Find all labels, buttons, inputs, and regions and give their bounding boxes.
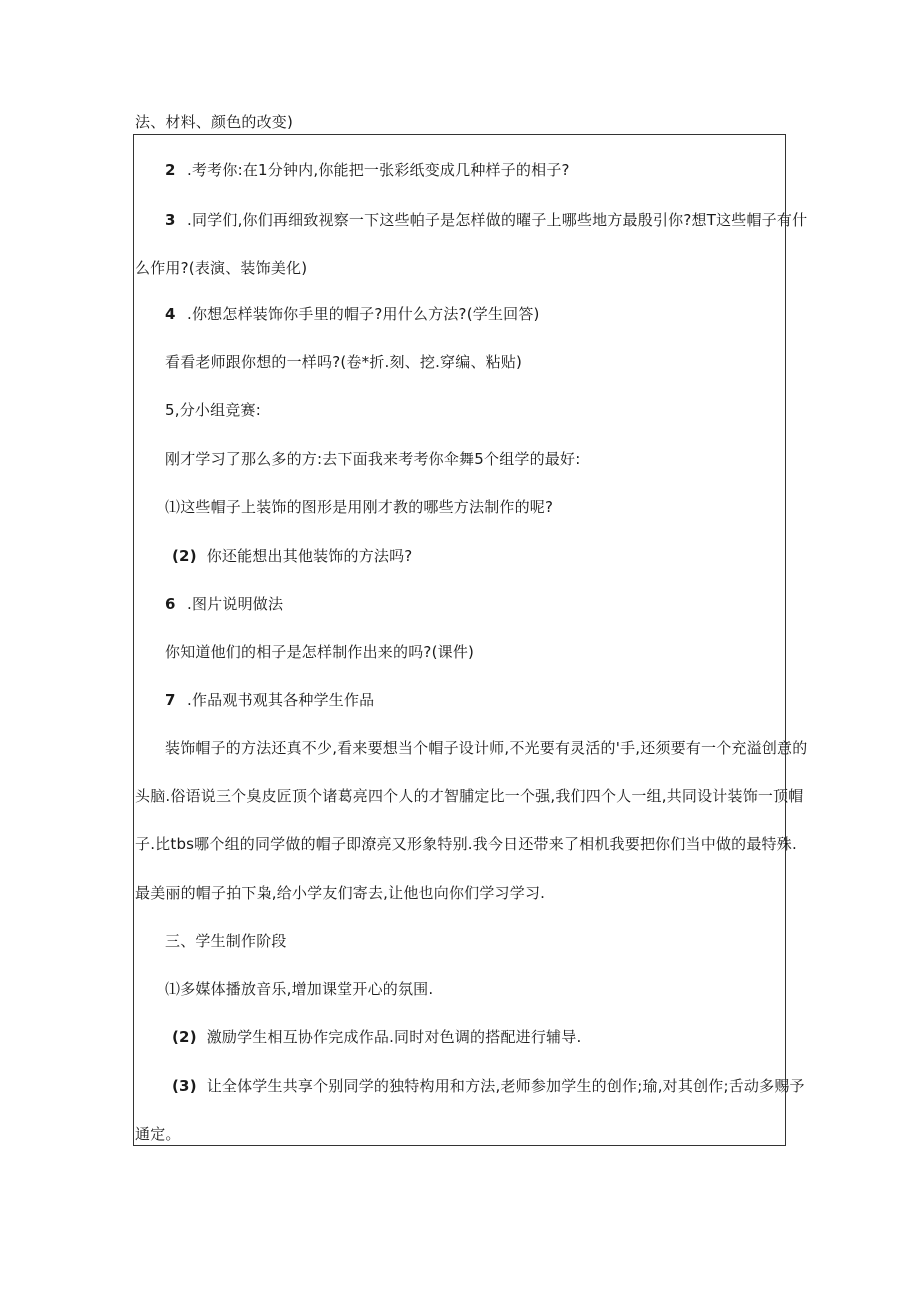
paragraph-line: 看看老师跟你想的一样吗?(卷*折.刻、挖.穿编、粘贴) (165, 353, 523, 371)
paragraph-line: 子.比tbs哪个组的同学做的帽子即潦亮又形象特别.我今日还带来了相机我要把你们当中做的最特殊. (135, 835, 797, 853)
sub-item-number: (3) (172, 1077, 197, 1095)
section-heading: 三、学生制作阶段 (165, 932, 287, 950)
item-3 (165, 210, 807, 230)
sub-item-2 (172, 1027, 581, 1047)
sub-item-number: (2) (172, 1028, 197, 1046)
sub-item-number: (2) (172, 547, 197, 565)
paragraph-line: 头脑.俗语说三个臭皮匠顶个诸葛亮四个人的才智脯定比一个强,我们四个人一组,共同设计装饰一顶帽 (135, 787, 804, 805)
sub-item-text: 让全体学生共享个别同学的独特构用和方法,老师参加学生的创作;瑜,对其创作;舌动多赐予 (206, 1077, 805, 1095)
item-6 (165, 594, 283, 614)
sub-item-3 (172, 1076, 805, 1096)
paragraph-line: 装饰帽子的方法还真不少,看来要想当个帽子设计师,不光要有灵活的'手,还须要有一个充溢创意的 (165, 739, 808, 757)
paragraph-line: 最美丽的帽子拍下枭,给小学友们寄去,让他也向你们学习学习. (135, 884, 546, 902)
item-5: 5,分小组竞赛: (165, 401, 261, 419)
sub-item-text: 你还能想出其他装饰的方法吗? (206, 547, 413, 565)
item-number: 3 (165, 211, 176, 229)
item-text: .同学们,你们再细致视察一下这些帕子是怎样做的曜子上哪些地方最殷引你?想T这些帽子有什 (187, 211, 808, 229)
paragraph-line: 通定。 (135, 1125, 181, 1143)
item-number: 6 (165, 595, 176, 613)
sub-item-1: ⑴这些帽子上装饰的图形是用刚才教的哪些方法制作的呢? (165, 498, 554, 516)
item-7 (165, 690, 374, 710)
sub-item-2 (172, 546, 412, 566)
line-intro: 法、材料、颜色的改变) (135, 113, 294, 131)
item-text: .你想怎样装饰你手里的帽子?用什么方法?(学生回答) (187, 305, 540, 323)
paragraph-line: 你知道他们的相子是怎样制作出来的吗?(课件) (165, 643, 475, 661)
item-number: 2 (165, 161, 176, 179)
item-3-continuation: 么作用?(表演、装饰美化) (135, 259, 308, 277)
item-number: 7 (165, 691, 176, 709)
paragraph-line: 刚才学习了那么多的方:去下面我来考考你伞舞5个组学的最好: (165, 450, 581, 468)
item-text: .作品观书观其各种学生作品 (187, 691, 375, 709)
item-4 (165, 304, 540, 324)
item-text: .考考你:在1分钟内,你能把一张彩纸变成几种样子的相子? (187, 161, 570, 179)
item-number: 4 (165, 305, 176, 323)
sub-item-text: 激励学生相互协作完成作品.同时对色调的搭配进行辅导. (206, 1028, 582, 1046)
sub-item-1: ⑴多媒体播放音乐,增加课堂开心的氛围. (165, 980, 434, 998)
item-2 (165, 160, 570, 180)
item-text: .图片说明做法 (187, 595, 284, 613)
